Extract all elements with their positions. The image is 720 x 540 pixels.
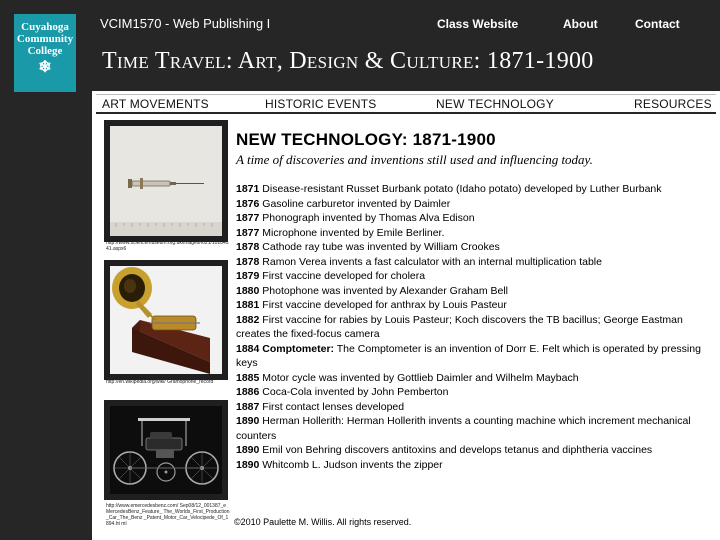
- event-year: 1876: [236, 197, 260, 210]
- main-navigation: [92, 88, 720, 118]
- syringe-illustration: [110, 126, 222, 236]
- event-item: [236, 255, 706, 270]
- logo-line-3: College: [27, 45, 63, 57]
- event-item: [236, 443, 706, 458]
- event-text: Ramon Verea invents a fast calculator with an internal multiplication table: [259, 255, 602, 268]
- event-year: 1871: [236, 183, 260, 195]
- event-item: [236, 400, 706, 415]
- event-item: [236, 298, 706, 313]
- event-text: Phonograph invented by Thomas Alva Edison: [259, 212, 475, 224]
- page-title: Time Travel: Art, Design & Culture: 1871-1900: [102, 48, 594, 74]
- nav-class-website[interactable]: Class Website: [437, 17, 519, 31]
- logo-line-2: Community: [16, 33, 74, 45]
- syringe-caption[interactable]: http://www.sciencemuseum.org.uk/images/I021/10284541.aspx6: [106, 240, 229, 252]
- nav-divider-bottom: [96, 112, 716, 114]
- event-item: [236, 197, 706, 212]
- event-year: 1880: [236, 284, 260, 297]
- event-text: Photophone was invented by Alexander Graham Bell: [259, 284, 509, 297]
- event-text: First vaccine developed for cholera: [259, 270, 426, 282]
- event-item: [236, 226, 706, 241]
- nav-historic-events[interactable]: HISTORIC EVENTS: [265, 97, 377, 111]
- event-year: 1885: [236, 371, 260, 384]
- nav-art-movements[interactable]: ART MOVEMENTS: [102, 97, 209, 111]
- event-year: 1878: [236, 241, 260, 253]
- event-text: First vaccine developed for anthrax by Louis Pasteur: [259, 299, 507, 311]
- snowflake-icon: ❄: [38, 59, 52, 76]
- nav-about[interactable]: About: [563, 17, 598, 31]
- event-text: Motor cycle was invented by Gottlieb Daimler and Wilhelm Maybach: [259, 371, 579, 384]
- event-year: 1890: [236, 444, 260, 456]
- phonograph-illustration: [110, 266, 222, 374]
- event-year: 1890: [236, 458, 260, 471]
- event-label: Comptometer:: [259, 342, 335, 355]
- event-year: 1882: [236, 313, 260, 326]
- event-text: Coca-Cola invented by John Pemberton: [259, 386, 449, 398]
- event-year: 1890: [236, 415, 260, 427]
- event-text: Disease-resistant Russet Burbank potato (Idaho potato) developed by Luther Burbank: [259, 183, 662, 195]
- event-item: [236, 414, 706, 443]
- section-subtitle: A time of discoveries and inventions still used and influencing today.: [236, 152, 593, 167]
- event-item: [236, 284, 706, 299]
- event-item: [236, 240, 706, 255]
- copyright-footer: ©2010 Paulette M. Willis. All rights reserved.: [234, 517, 412, 527]
- event-text: The Comptometer is an invention of Dorr E. Felt which is operated by pressing keys: [236, 342, 701, 369]
- event-text: First contact lenses developed: [259, 400, 405, 413]
- event-item: [236, 269, 706, 284]
- event-item: [236, 211, 706, 226]
- section-heading: NEW TECHNOLOGY: 1871-1900: [236, 130, 496, 149]
- phonograph-image: [104, 260, 228, 380]
- event-year: 1878: [236, 255, 260, 268]
- event-text: Gasoline carburetor invented by Daimler: [259, 197, 451, 210]
- event-item: [236, 182, 706, 197]
- event-text: Emil von Behring discovers antitoxins and develops tetanus and diphtheria vaccines: [259, 444, 653, 456]
- events-list: [236, 182, 706, 472]
- event-year: 1884: [236, 342, 260, 355]
- course-name: VCIM1570 - Web Publishing I: [100, 16, 271, 31]
- nav-resources[interactable]: RESOURCES: [634, 97, 712, 111]
- event-item: [236, 385, 706, 400]
- event-text: Microphone invented by Emile Berliner.: [259, 226, 445, 239]
- event-year: 1877: [236, 226, 260, 239]
- motor-car-image: [104, 400, 228, 500]
- event-text: Herman Hollerith: Herman Hollerith invents a counting machine which increment mechanical counters: [236, 415, 691, 442]
- college-logo[interactable]: [14, 14, 76, 92]
- event-year: 1879: [236, 270, 260, 282]
- event-item: [236, 342, 706, 371]
- motor-car-illustration: [110, 406, 222, 494]
- nav-new-technology[interactable]: NEW TECHNOLOGY: [436, 97, 554, 111]
- motor-car-caption[interactable]: http://www.emercedesbenz.com/ Sep08/12_001387_eMercedesBenz_Feature_ The_Worlds_First_Production_Car_The_Benz _Patent_Motor_Car_Velocipede_Of_1894.ht ml: [106, 503, 230, 527]
- main-content: [236, 130, 706, 472]
- event-year: 1887: [236, 400, 260, 413]
- event-item: [236, 313, 706, 342]
- event-year: 1886: [236, 386, 260, 398]
- event-item: [236, 458, 706, 473]
- event-year: 1877: [236, 212, 260, 224]
- nav-contact[interactable]: Contact: [635, 17, 680, 31]
- event-text: First vaccine for rabies by Louis Pasteur; Koch discovers the TB bacillus; George Eastman creates the fixed-focus camera: [236, 313, 683, 340]
- logo-line-1: Cuyahoga: [21, 21, 69, 33]
- syringe-image: [104, 120, 228, 242]
- event-item: [236, 371, 706, 386]
- event-text: Whitcomb L. Judson invents the zipper: [259, 458, 443, 471]
- nav-divider-top: [96, 94, 716, 95]
- event-text: Cathode ray tube was invented by William Crookes: [259, 241, 500, 253]
- phonograph-caption[interactable]: http://en.wikipedia.org/wiki/ Gramophone_record: [106, 379, 214, 385]
- page-header: [92, 0, 720, 88]
- event-year: 1881: [236, 299, 260, 311]
